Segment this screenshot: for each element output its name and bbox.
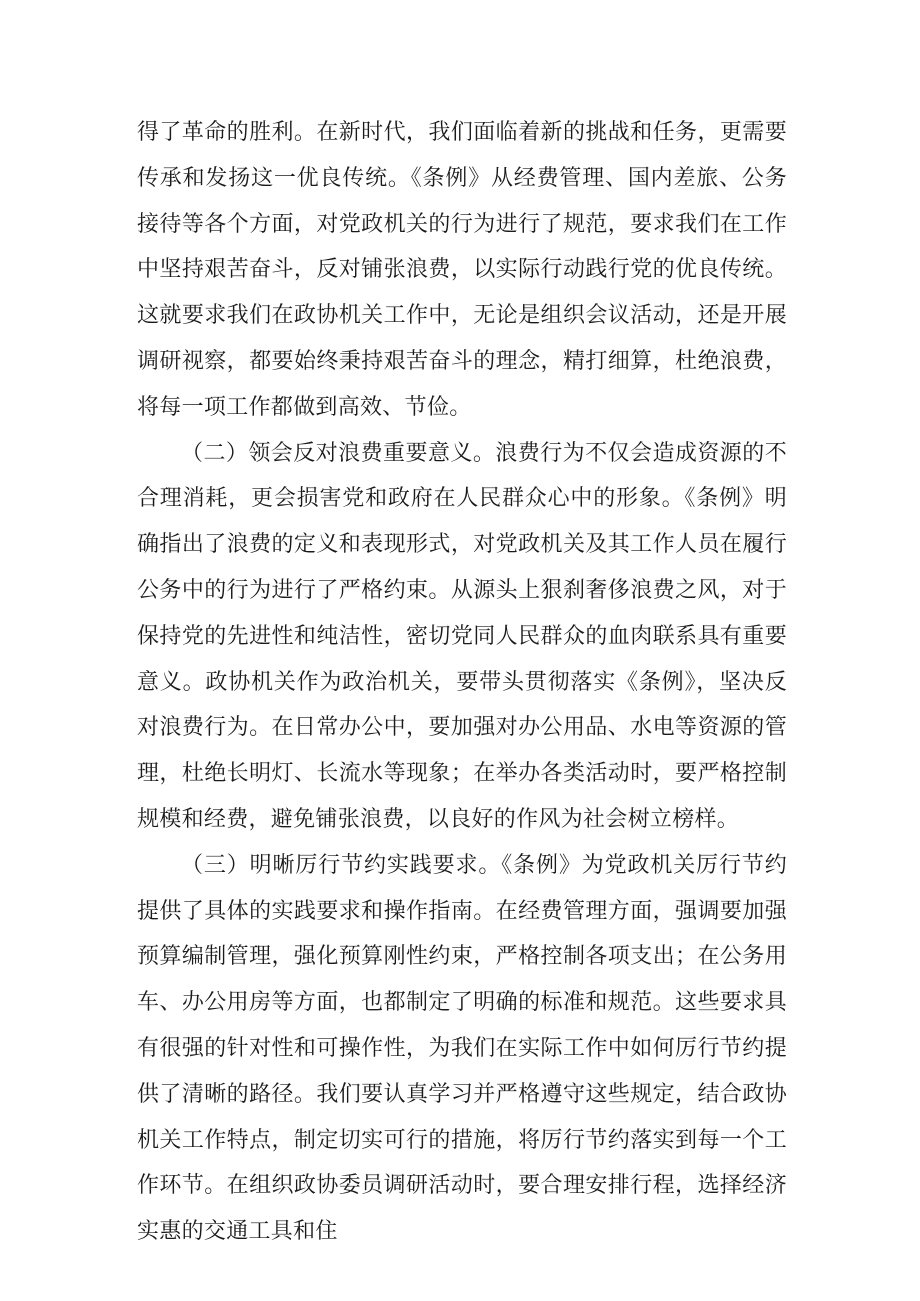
paragraph-continuation: 得了革命的胜利。在新时代，我们面临着新的挑战和任务，更需要传承和发扬这一优良传统。《条例》从经费管理、国内差旅、公务接待等各个方面，对党政机关的行为进行了规范，要求我们在工作中坚持艰苦奋斗，反对铺张浪费，以实际行动践行党的优良传统。这就要求我们在政协机关工作中，无论是组织会议活动，还是开展调研视察，都要始终秉持艰苦奋斗的理念，精打细算，杜绝浪费，将每一项工作都做到高效、节俭。 [137,120,787,420]
paragraph-section-2: （二）领会反对浪费重要意义。浪费行为不仅会造成资源的不合理消耗，更会损害党和政府在人民群众心中的形象。《条例》明确指出了浪费的定义和表现形式，对党政机关及其工作人员在履行公务中的行为进行了严格约束。从源头上狠刹奢侈浪费之风，对于保持党的先进性和纯洁性，密切党同人民群众的血肉联系具有重要意义。政协机关作为政治机关，要带头贯彻落实《条例》，坚决反对浪费行为。在日常办公中，要加强对办公用品、水电等资源的管理，杜绝长明灯、长流水等现象；在举办各类活动时，要严格控制规模和经费，避免铺张浪费，以良好的作风为社会树立榜样。 [137,440,787,832]
paragraph-section-3: （三）明晰厉行节约实践要求。《条例》为党政机关厉行节约提供了具体的实践要求和操作指南。在经费管理方面，强调要加强预算编制管理，强化预算刚性约束，严格控制各项支出；在公务用车、办公用房等方面，也都制定了明确的标准和规范。这些要求具有很强的针对性和可操作性，为我们在实际工作中如何厉行节约提供了清晰的路径。我们要认真学习并严格遵守这些规定，结合政协机关工作特点，制定切实可行的措施，将厉行节约落实到每一个工作环节。在组织政协委员调研活动时，要合理安排行程，选择经济实惠的交通工具和住 [137,852,787,1245]
document-body [137,110,787,1255]
